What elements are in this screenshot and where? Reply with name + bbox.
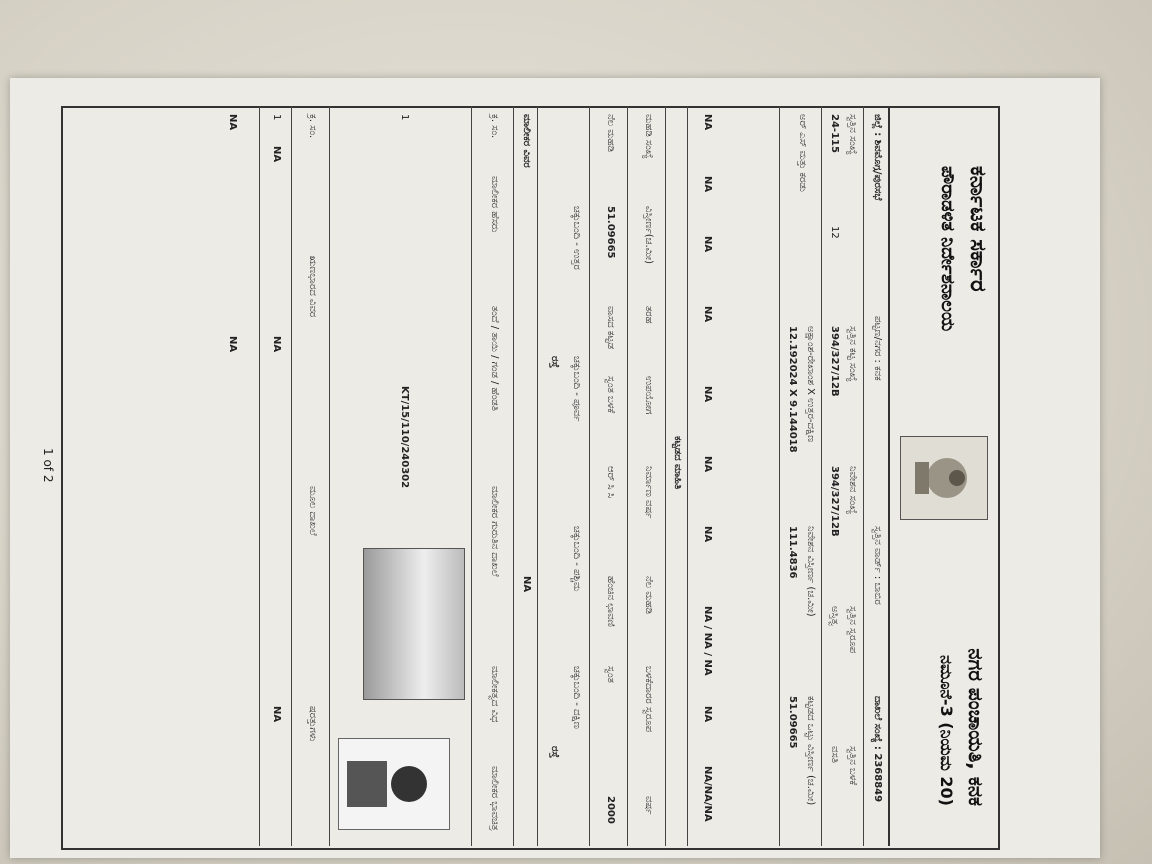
- bottom-header-row: [291, 106, 328, 846]
- bottom-na-5: NA: [227, 336, 238, 353]
- survey-value: 394/327/12B: [829, 326, 840, 397]
- geo-row: [779, 106, 820, 846]
- t1-h6: ಬಳಕೆದಾರರ ಸ್ವರೂಪ: [643, 666, 654, 733]
- area-sqm-value: 111.4836: [787, 526, 798, 579]
- t1-h1: ವಿಸ್ತೀರ್ಣ(ಚ.ಮೀ): [643, 206, 654, 265]
- t1-c1: 51.09665: [605, 206, 616, 259]
- t1-c5: ಹೆಂಚಿನ ಛಾವಣಿ: [605, 576, 616, 627]
- owner-photo-label: ಮಾಲೀಕರ ಭಾವಚಿತ್ರ: [489, 766, 500, 831]
- bottom-na-1: NA: [271, 146, 282, 163]
- na-1: NA: [702, 114, 713, 131]
- built-area-label: ಕಟ್ಟಡದ ಒಟ್ಟು ವಿಸ್ತೀರ್ಣ (ಚ.ಮೀ): [805, 696, 816, 806]
- na-block: [687, 106, 778, 846]
- boundary-west-label: ಚಕ್ಕುಬಂದಿ - ಪಶ್ಚಿಮ: [571, 526, 582, 592]
- bottom-col4: ಷರತ್ತುಗಳು: [307, 706, 318, 742]
- table1-data-row: [589, 106, 626, 846]
- t1-c2: ವಾಸದ ಕಟ್ಟಡ: [605, 306, 616, 350]
- t1-c0: ನೆಲ ಮಹಡಿ: [605, 114, 616, 153]
- register-number: ದಾಖಲೆ ಸಂಖ್ಯೆ : 2368849: [872, 696, 883, 803]
- owner-data-row: [329, 106, 470, 846]
- use-label: ಸ್ವತ್ತಿನ ಬಳಕೆ: [847, 746, 858, 786]
- t1-h2: ತರಹ: [643, 306, 654, 324]
- department-title: ಪೌರಾಡಳಿತ ನಿರ್ದೇಶನಾಲಯ: [937, 166, 958, 332]
- district-text: ಜಿಲ್ಲೆ : ಶಿವಮೊಗ್ಗ/ಪುರಸಭೆ: [872, 114, 883, 201]
- ward-text: ಸ್ವತ್ತಿನ ವಾರ್ಡ್ : ಬಾಬಿರ: [872, 526, 883, 605]
- owner-doc-no: KT/15/110/240302: [399, 386, 410, 489]
- document-header: [888, 106, 1000, 846]
- t1-h3: ಉಪಯೋಗ: [643, 376, 654, 415]
- owner-ownership-label: ಮಾಲೀಕತ್ವದ ವಿಧ: [489, 666, 500, 723]
- boundary-east-label: ಚಕ್ಕುಬಂದಿ - ದಕ್ಷಿಣ: [571, 666, 582, 729]
- na-2: NA: [702, 176, 713, 193]
- bottom-na-4: NA: [227, 114, 238, 131]
- type-value: ಅಸ್ತಿತ್ವ: [829, 606, 840, 626]
- table1-header-row: [627, 106, 664, 846]
- table1-title-row: [665, 106, 686, 846]
- t1-h5: ನೆಲ ಮಹಡಿ: [643, 576, 654, 615]
- bottom-data-row: [259, 106, 290, 846]
- owner-relation-label: ತಂದೆ / ತಾಯಿ / ಗಂಡ / ಹೆಂಡತಿ: [489, 306, 500, 411]
- area-sqm-label: ನಿವೇಶನ ವಿಸ್ತೀರ್ಣ (ಚ.ಮೀ): [805, 526, 816, 617]
- t1-h7: ವರ್ಷ: [643, 796, 654, 815]
- na-4: NA: [702, 306, 713, 323]
- owner-sl-value: 1: [399, 114, 410, 121]
- coords-value: 12.192024 X 9.144018: [787, 326, 798, 453]
- government-title: ಕರ್ನಾಟಕ ಸರ್ಕಾರ: [965, 166, 990, 292]
- na-7: NA: [702, 526, 713, 543]
- bottom-col3: ಮೂಲ ದಾಖಲೆ: [307, 486, 318, 536]
- boundary-east-value: ರಸ್ತೆ: [549, 356, 560, 368]
- owner-id-label: ಮಾಲೀಕರ ಗುರುತಿನ ದಾಖಲೆ: [489, 486, 500, 577]
- municipality-title: ನಗರ ಪಂಚಾಯತಿ, ಕನಕ: [964, 648, 988, 806]
- property-row: [821, 106, 862, 846]
- na-6: NA: [702, 456, 713, 473]
- meta-row: [863, 106, 888, 846]
- t1-c4: ಆರ್ ಸಿ ಸಿ: [605, 466, 616, 499]
- survey-label: ಸ್ವತ್ತಿನ ಕಟ್ಟ ಸಂಖ್ಯೆ: [847, 326, 858, 382]
- type-label: ಸ್ವತ್ತಿನ ಸ್ವರೂಪ: [847, 606, 858, 654]
- paper-sheet: [10, 78, 1100, 858]
- bottom-extra-row: [208, 106, 258, 846]
- block-number: 12: [829, 226, 840, 239]
- bottom-sl-label: ಕ್ರ. ಸಂ.: [307, 114, 318, 139]
- t1-c3: ಸ್ವಂತ ಬಳಕೆ: [605, 376, 616, 414]
- bottom-col2: ಋಣಭಾರದ ವಿವರ: [307, 256, 318, 318]
- coords-label: ಅಕ್ಷಾಂಶ-ರೇಖಾಂಶ X ಉತ್ತರ-ದಕ್ಷಿಣ: [805, 326, 816, 443]
- new-number-label: ನಿವೇಶನ ಸಂಖ್ಯೆ: [847, 466, 858, 515]
- t1-h4: ನಿರ್ಮಾಣ ವರ್ಷ: [643, 466, 654, 519]
- town-text: ಪಟ್ಟಣ/ನಗರ : ಕನಕ: [872, 316, 883, 381]
- page-indicator: 1 of 2: [41, 448, 55, 483]
- state-emblem-icon: [900, 436, 988, 520]
- boundary-west-value: ರಸ್ತೆ: [549, 746, 560, 758]
- na-triple: NA / NA / NA: [702, 606, 713, 676]
- built-area-value: 51.09665: [787, 696, 798, 749]
- owner-header-row: [471, 106, 512, 846]
- t1-h0: ಮಹಡಿ ಸಂಖ್ಯೆ: [643, 114, 654, 159]
- na-8: NA: [702, 706, 713, 723]
- form-title: ನಮೂನೆ-3 (ನಿಯಮ 20): [937, 655, 956, 806]
- bottom-sl-value: 1: [271, 114, 282, 121]
- property-id-label: ಸ್ವತ್ತಿನ ಸಂಖ್ಯೆ: [847, 114, 858, 155]
- t1-c7: 2000: [605, 796, 616, 824]
- table1-title: ಕಟ್ಟಡದ ಮಾಹಿತಿ: [672, 436, 683, 490]
- geo-label: ಅರ್ ಎಸ್ ಮತ್ತು ಕರಡು: [797, 114, 808, 192]
- t1-c6: ಸ್ವಂತ: [605, 666, 616, 683]
- owner-section-row: [513, 106, 536, 846]
- property-id-value: 24-115: [829, 114, 840, 153]
- boundary-north-label: ಚಕ್ಕುಬಂದಿ - ಉತ್ತರ: [571, 206, 582, 270]
- na-quad: NA/NA/NA: [702, 766, 713, 822]
- new-number-value: 394/327/12B: [829, 466, 840, 537]
- boundaries-row: [537, 106, 588, 846]
- na-5: NA: [702, 386, 713, 403]
- owner-na: NA: [521, 576, 532, 593]
- property-photo: [363, 548, 465, 700]
- na-3: NA: [702, 236, 713, 253]
- rotated-document: [20, 98, 1020, 858]
- use-value: ವಸತಿ: [829, 746, 840, 764]
- boundary-south-label: ಚಕ್ಕುಬಂದಿ - ಪೂರ್ವ: [571, 356, 582, 422]
- owner-name-label: ಮಾಲೀಕರ ಹೆಸರು: [489, 176, 500, 233]
- owner-sl-label: ಕ್ರ. ಸಂ.: [489, 114, 500, 139]
- owner-photo: [338, 738, 450, 830]
- bottom-na-3: NA: [271, 706, 282, 723]
- owner-section-label: ಮಾಲೀಕರ ವಿವರ: [521, 114, 532, 168]
- bottom-na-2: NA: [271, 336, 282, 353]
